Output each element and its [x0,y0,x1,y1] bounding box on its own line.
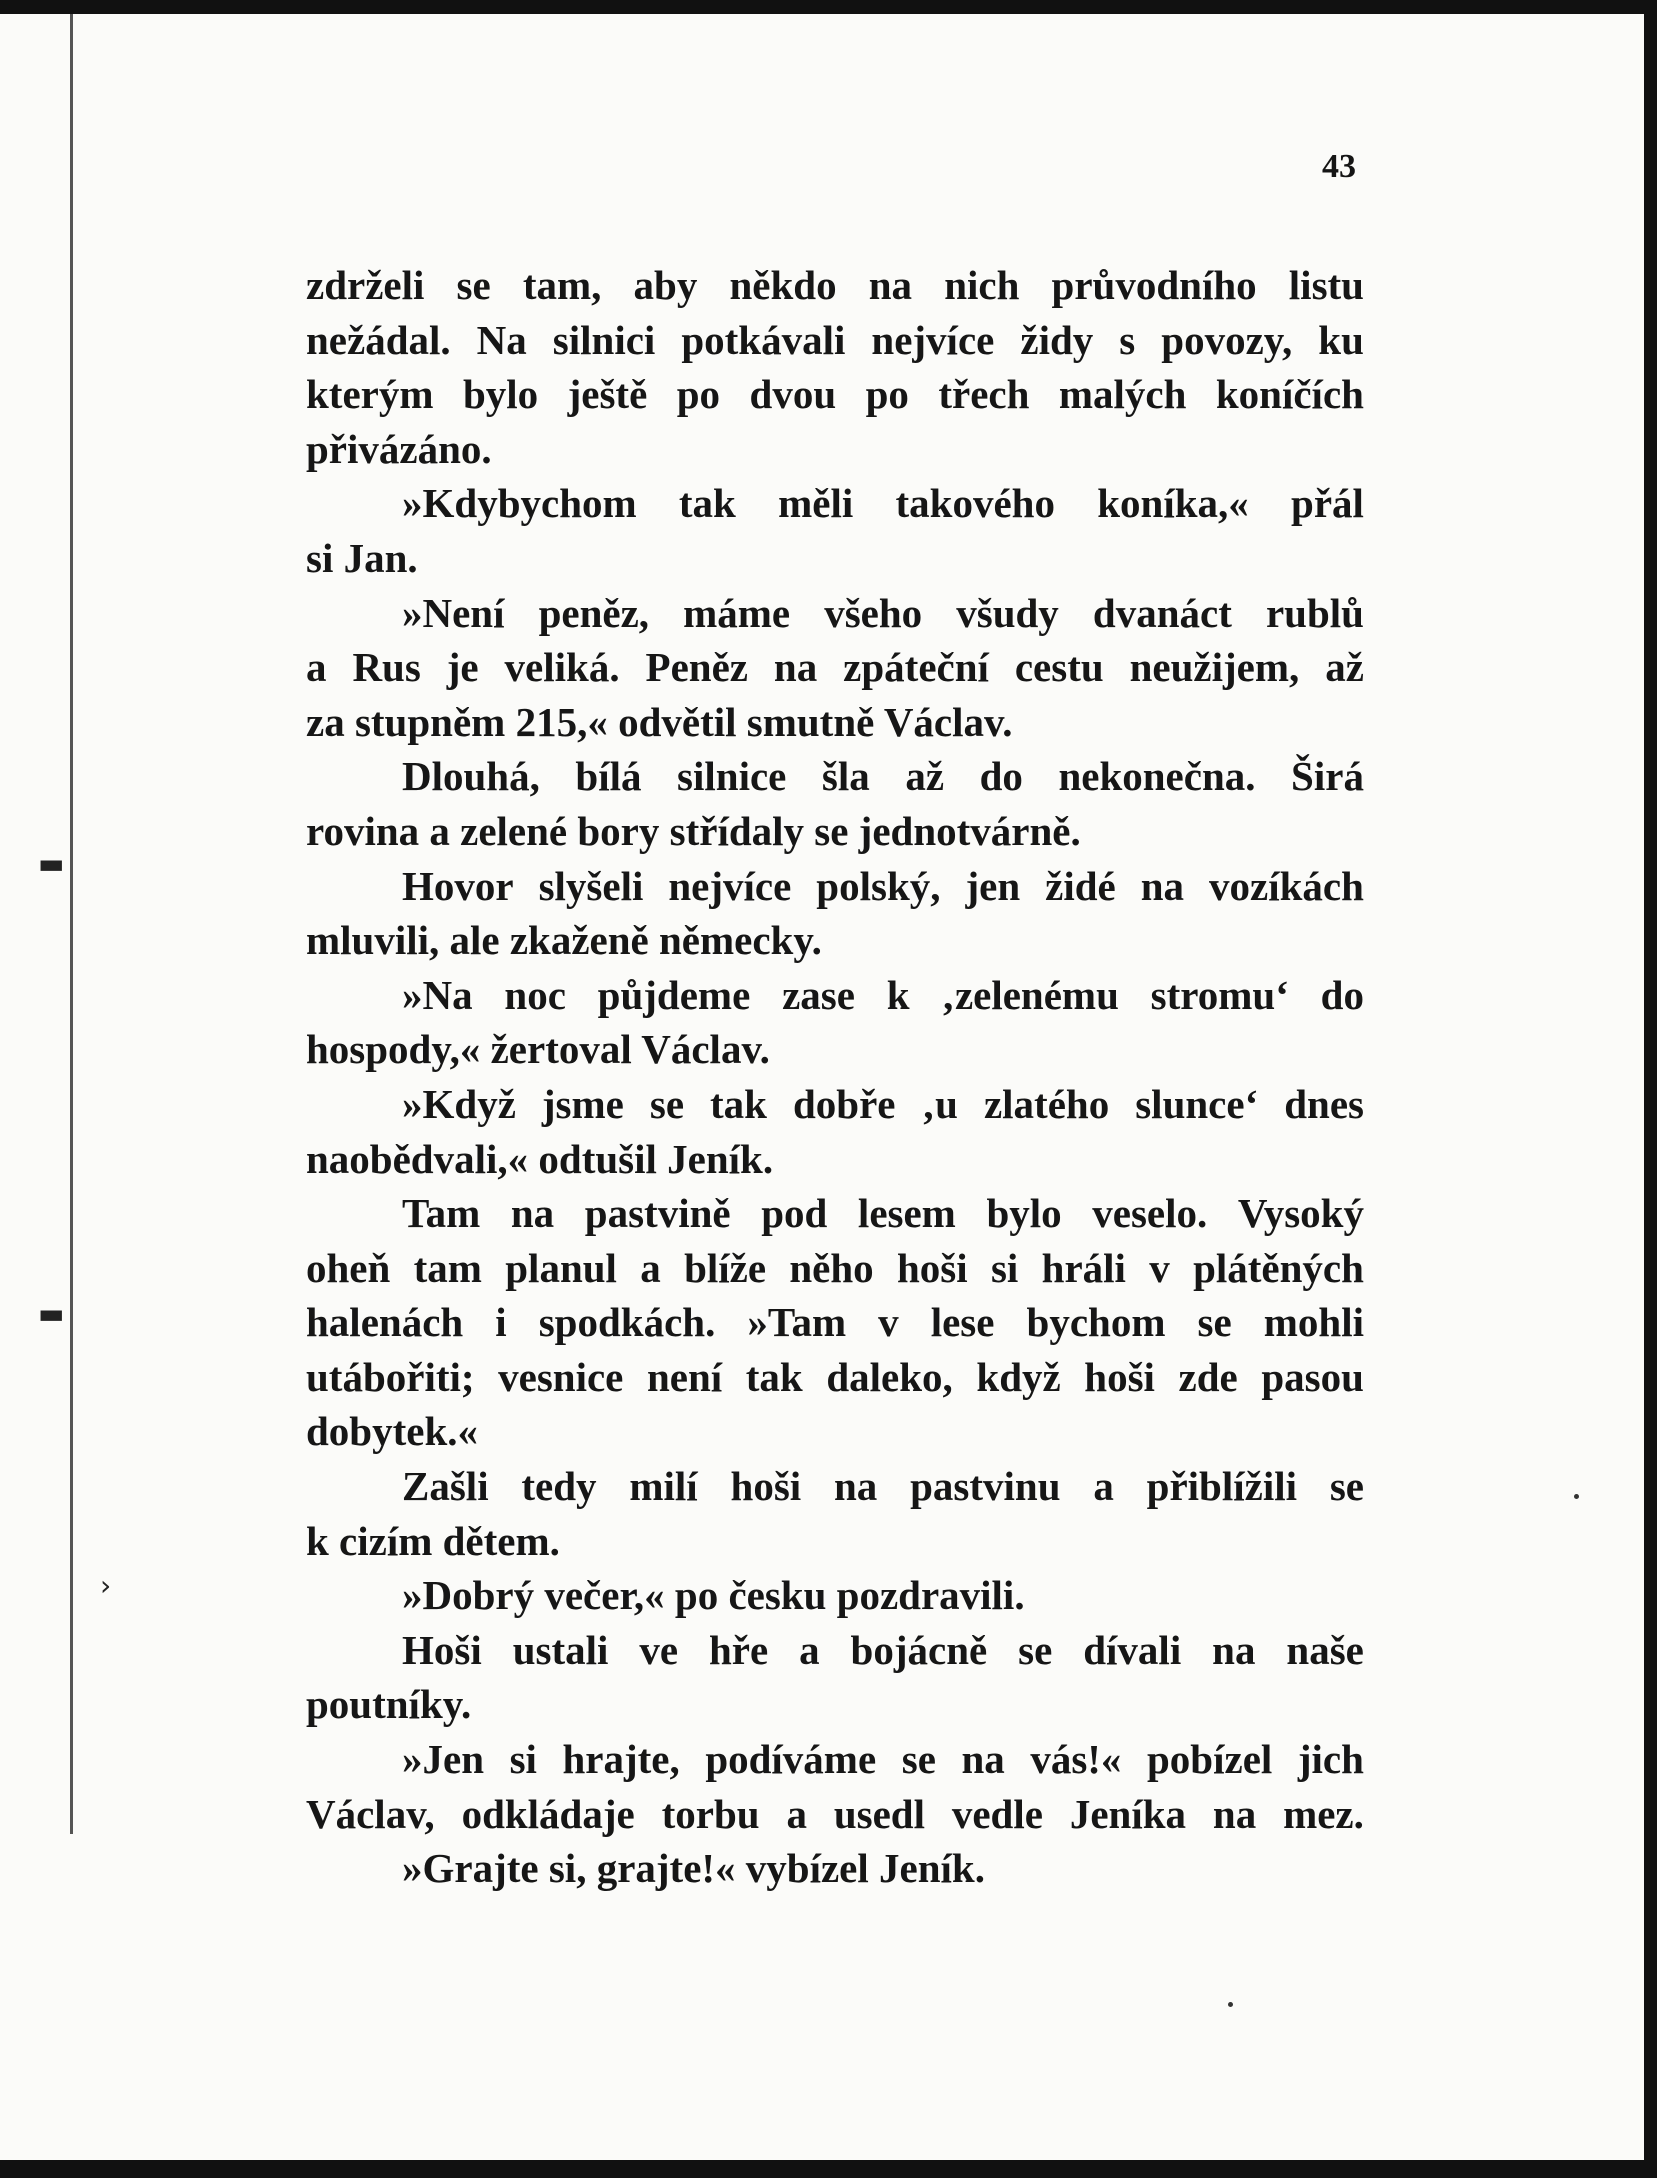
word: hrajte, [562,1736,680,1783]
word: Peněz [645,644,748,691]
word: na [961,1736,1005,1783]
word: pasou [1261,1353,1364,1400]
text-line [306,1241,1364,1296]
word: utábořiti; [306,1353,475,1400]
word: Na [476,316,527,363]
word: si [509,1736,537,1783]
word: průvodního [1051,262,1257,308]
word: milí [629,1463,698,1510]
word: blíže [684,1244,767,1291]
text-line [306,367,1364,422]
text-line [306,1787,1364,1842]
word: Jeníka [1069,1790,1187,1837]
margin-mark: › [100,1569,112,1602]
text-line [306,1077,1364,1132]
word: něho [789,1244,874,1291]
word: na [868,262,913,308]
word: bílá [575,753,642,800]
word: malých [1058,371,1187,418]
word: nekonečna. [1058,753,1256,800]
word: koníčích [1215,371,1364,418]
word: ve [639,1626,679,1673]
word: lese [930,1299,995,1346]
word: odkládaje [461,1790,635,1837]
margin-mark: ▬ [38,1297,65,1330]
word: planul [505,1244,617,1291]
text-line [306,749,1364,804]
word: na [510,1190,555,1237]
word: zdrželi [306,262,425,308]
word: Hoši [402,1626,482,1673]
word: tak [678,480,736,527]
word: nich [944,262,1020,308]
word: po [676,371,721,418]
word: máme [683,589,791,636]
word: bychom [1026,1299,1166,1346]
word: peněz, [538,589,650,636]
text-line: dobytek.« [306,1408,479,1455]
margin-mark: ▬ [38,847,65,880]
word: noc [504,971,566,1018]
word: všudy [956,589,1059,636]
word: pod [761,1190,828,1237]
word: nejvíce [871,316,995,363]
word: »Tam [747,1299,847,1346]
speck [1228,2002,1233,2007]
text-line [306,1186,1364,1241]
word: bylo [462,371,539,418]
word: bojácně [850,1626,988,1673]
word: mez. [1283,1790,1364,1837]
word: Dlouhá, [402,753,540,800]
word: slyšeli [538,862,644,909]
word: daleko, [826,1353,953,1400]
word: hráli [1041,1244,1126,1291]
text-line: »Dobrý večer,« po česku pozdravili. [402,1572,1025,1619]
word: přál [1291,480,1364,527]
word: dívali [1083,1626,1182,1673]
word: jsme [541,1080,624,1127]
word: lesem [857,1190,956,1237]
word: rublů [1265,589,1364,636]
text-line: přivázáno. [306,425,492,472]
text-line: mluvili, ale zkaženě německy. [306,917,822,964]
word: hoši [897,1244,968,1291]
word: povozy, [1161,316,1293,363]
word: někdo [729,262,837,308]
word: jen [965,862,1021,909]
word: halenách [306,1299,464,1346]
word: »Není [402,589,505,636]
text-line [306,1295,1364,1350]
word: »Na [402,971,473,1018]
word: a [786,1790,807,1837]
word: Vysoký [1237,1190,1364,1237]
word: zpáteční [843,644,989,691]
word: silnici [552,316,656,363]
word: tak [710,1080,767,1127]
word: až [905,753,945,800]
word: v [878,1299,899,1346]
word: mohli [1263,1299,1364,1346]
word: zase [782,971,855,1018]
text-line: za stupněm 215,« odvětil smutně Václav. [306,698,1013,745]
word: a [306,644,327,691]
word: Širá [1291,753,1364,800]
word: tam [413,1244,482,1291]
word: ještě [567,371,648,418]
word: s [1119,316,1136,363]
word: k [886,971,910,1018]
word: židy [1020,316,1094,363]
word: Václav, [306,1790,435,1837]
word: pobízel [1147,1736,1273,1783]
binding-edge [70,14,73,1834]
word: takového [895,480,1055,527]
word: na [1212,1626,1256,1673]
word: »Jen [402,1736,484,1783]
text-line [306,258,1364,313]
word: dvou [749,371,837,418]
word: se [1329,1463,1364,1510]
word: zlatého [983,1080,1110,1127]
word: a [1093,1463,1114,1510]
text-line [306,1623,1364,1678]
body-text [306,258,1364,1896]
word: šla [821,753,870,800]
text-line [306,859,1364,914]
word: a [799,1626,820,1673]
speck [1574,1494,1579,1499]
word: »Kdybychom [402,480,637,527]
word: Rus [352,644,421,691]
text-line [306,1459,1364,1514]
word: oheň [306,1244,391,1291]
word: tedy [521,1463,597,1510]
text-line: hospody,« žertoval Václav. [306,1026,770,1073]
word: třech [938,371,1030,418]
text-line: si Jan. [306,534,418,581]
text-line: naobědvali,« odtušil Jeník. [306,1135,774,1182]
word: přiblížili [1146,1463,1298,1510]
text-line [306,968,1364,1023]
word: pastvinu [910,1463,1061,1510]
word: nežádal. [306,316,451,363]
text-line: »Grajte si, grajte!« vybízel Jeník. [402,1845,985,1892]
word: na [1140,862,1185,909]
word: měli [778,480,854,527]
word: Tam [402,1190,481,1237]
word: v [1149,1244,1170,1291]
word: kterým [306,371,434,418]
word: hoši [730,1463,802,1510]
word: aby [633,262,698,308]
word: pastvině [584,1190,731,1237]
word: »Když [402,1080,516,1127]
text-line [306,476,1364,531]
word: si [990,1244,1019,1291]
text-line [306,586,1364,641]
word: na [1212,1790,1257,1837]
word: se [649,1080,685,1127]
word: hoši [1084,1353,1155,1400]
word: půjdeme [597,971,751,1018]
text-line [306,640,1364,695]
text-line [306,1350,1364,1405]
word: jich [1297,1736,1364,1783]
page-number: 43 [1322,148,1356,185]
word: je [446,644,479,691]
word: ku [1318,316,1364,363]
word: veliká. [504,644,620,691]
word: torbu [661,1790,760,1837]
word: dvanáct [1092,589,1232,636]
word: neužijem, [1129,644,1300,691]
word: nejvíce [668,862,792,909]
word: do [979,753,1023,800]
word: tam, [522,262,602,308]
word: spodkách. [538,1299,716,1346]
word: polský, [816,862,941,909]
word: se [901,1736,936,1783]
word: vesnice [498,1353,624,1400]
word: na [833,1463,878,1510]
word: všeho [824,589,923,636]
word: se [1197,1299,1232,1346]
word: plátěných [1193,1244,1364,1291]
word: tak [745,1353,803,1400]
word: se [456,262,491,308]
word: vedle [951,1790,1043,1837]
word: slunce‘ [1135,1080,1259,1127]
word: do [1320,971,1364,1018]
word: a [640,1244,661,1291]
word: Hovor [402,862,514,909]
word: listu [1288,262,1364,308]
text-line: rovina a zelené bory střídaly se jednotvárně. [306,807,1081,854]
word: na [773,644,818,691]
word: vás!« [1030,1736,1122,1783]
word: cestu [1014,644,1104,691]
word: židé [1045,862,1116,909]
word: koníka,« [1097,480,1249,527]
word: i [495,1299,507,1346]
word: veselo. [1092,1190,1208,1237]
word: se [1018,1626,1053,1673]
word: naše [1286,1626,1364,1673]
word: dnes [1284,1080,1364,1127]
text-line [306,313,1364,368]
word: vozíkách [1209,862,1364,909]
word: dobře [793,1080,896,1127]
word: po [865,371,909,418]
word: usedl [833,1790,925,1837]
word: hře [708,1626,769,1673]
word: ‚zelenému [941,971,1119,1018]
word: podíváme [705,1736,877,1783]
word: zde [1178,1353,1238,1400]
word: Zašli [402,1463,489,1510]
text-line [306,1732,1364,1787]
text-line: k cizím dětem. [306,1517,560,1564]
word: když [976,1353,1061,1400]
word: až [1325,644,1364,691]
text-line: poutníky. [306,1681,472,1728]
word: není [646,1353,723,1400]
word: bylo [986,1190,1062,1237]
word: potkávali [681,316,846,363]
word: silnice [677,753,787,800]
word: ‚u [921,1080,958,1127]
word: ustali [512,1626,609,1673]
word: stromu‘ [1150,971,1289,1018]
